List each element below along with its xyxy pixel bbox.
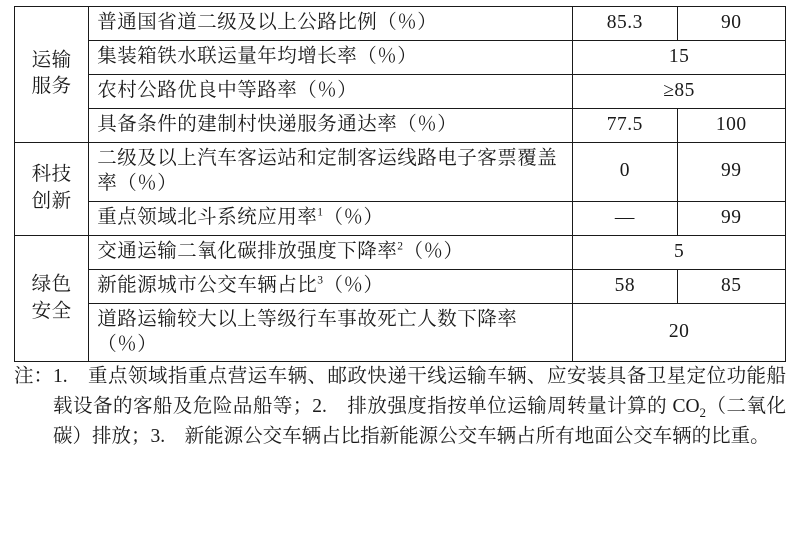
- indicator-value-target: 85: [677, 269, 785, 303]
- category-label-line1: 绿色: [31, 274, 72, 296]
- indicator-value-merged: ≥85: [573, 74, 786, 108]
- table-row: [15, 235, 786, 269]
- indicator-name-unit: （％）: [323, 274, 384, 296]
- indicator-value-merged: 15: [573, 40, 786, 74]
- category-label-line2: 创新: [31, 190, 72, 212]
- category-cell-green-safety: [15, 235, 89, 362]
- indicator-name: [89, 201, 573, 235]
- footnote-2-subscript: 2: [699, 405, 707, 420]
- indicator-name-unit: （％）: [323, 206, 384, 228]
- indicator-name-text: 交通运输二氧化碳排放强度下降率: [97, 240, 398, 262]
- indicator-name: 集装箱铁水联运量年均增长率（％）: [89, 40, 573, 74]
- indicator-value-base: 85.3: [573, 7, 677, 41]
- indicator-name: 农村公路优良中等路率（％）: [89, 74, 573, 108]
- category-label-line2: 服务: [31, 76, 72, 98]
- indicator-name-text: 重点领域北斗系统应用率: [97, 206, 318, 228]
- category-cell-tech-innovation: [15, 142, 89, 235]
- category-label-line2: 安全: [31, 300, 72, 322]
- table-row: [15, 40, 786, 74]
- footnote-2-head: 2. 排放强度指按单位运输周转量计算的 CO: [312, 396, 700, 418]
- footnotes-lead: 注：: [14, 366, 54, 388]
- indicator-table: [14, 6, 786, 362]
- footnotes-body: [53, 362, 786, 451]
- indicator-value-base: 58: [573, 269, 677, 303]
- footnotes: [14, 362, 786, 451]
- indicator-name: 普通国省道二级及以上公路比例（％）: [89, 7, 573, 41]
- category-label-line1: 科技: [31, 164, 72, 186]
- indicator-value-merged: 5: [573, 235, 786, 269]
- footnote-marker: 1: [317, 206, 324, 219]
- indicator-name: 道路运输较大以上等级行车事故死亡人数下降率（％）: [89, 303, 573, 362]
- indicator-name: 具备条件的建制村快递服务通达率（％）: [89, 108, 573, 142]
- table-row: [15, 7, 786, 41]
- table-row: [15, 269, 786, 303]
- footnote-marker: 3: [317, 274, 324, 287]
- indicator-value-target: 99: [677, 201, 785, 235]
- footnote-2-tail: （二氧化碳）排放；: [53, 396, 786, 447]
- indicator-value-base: 0: [573, 142, 677, 201]
- footnote-3: 3. 新能源公交车辆占比指新能源公交车辆占所有地面公交车辆的比重。: [150, 425, 770, 447]
- indicator-value-merged: 20: [573, 303, 786, 362]
- footnote-marker: 2: [397, 240, 404, 253]
- table-row: [15, 201, 786, 235]
- category-cell-transport-service: [15, 7, 89, 143]
- indicator-name: [89, 269, 573, 303]
- indicator-value-base: —: [573, 201, 677, 235]
- indicator-value-base: 77.5: [573, 108, 677, 142]
- indicator-name-text: 新能源城市公交车辆占比: [97, 274, 318, 296]
- indicator-value-target: 90: [677, 7, 785, 41]
- indicator-name-unit: （％）: [403, 240, 464, 262]
- footnote-1: 1. 重点领域指重点营运车辆、邮政快递干线运输车辆、应安装具备卫星定位功能船载设备的客船及危险品船等；: [53, 366, 786, 418]
- category-label-line1: 运输: [31, 50, 72, 72]
- table-row: [15, 303, 786, 362]
- indicator-value-target: 100: [677, 108, 785, 142]
- indicator-value-target: 99: [677, 142, 785, 201]
- indicator-name: [89, 235, 573, 269]
- table-row: [15, 108, 786, 142]
- table-row: [15, 142, 786, 201]
- indicator-name: 二级及以上汽车客运站和定制客运线路电子客票覆盖率（％）: [89, 142, 573, 201]
- table-row: [15, 74, 786, 108]
